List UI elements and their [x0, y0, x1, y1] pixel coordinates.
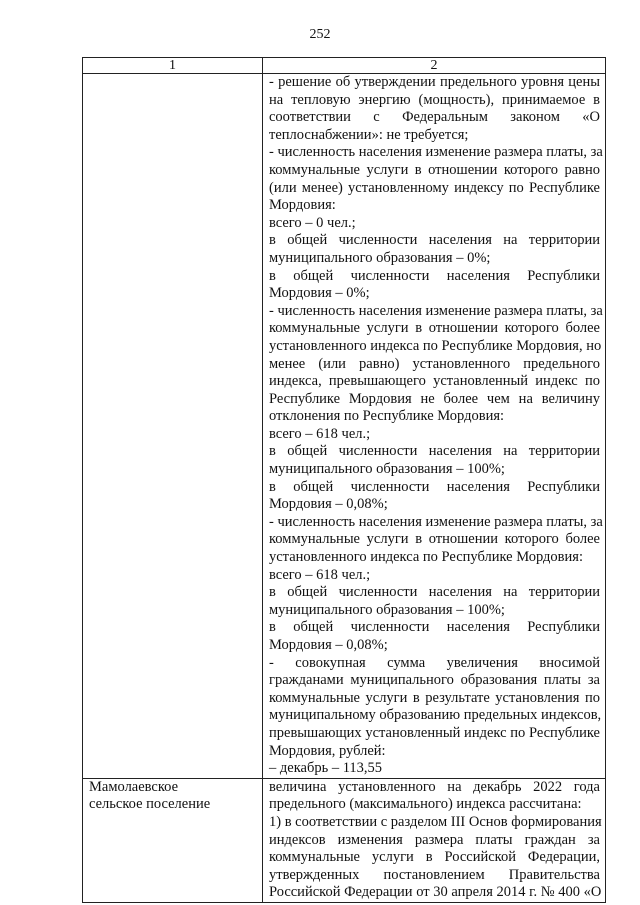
text-line: коммунальные услуги в отношении которого более: [269, 531, 600, 548]
text-line: установленного индекса по Республике Мордовия, но: [269, 337, 602, 354]
text-line: теплоснабжении»: не требуется;: [269, 126, 469, 143]
text-line: предельного (максимального) индекса рассчитана:: [269, 796, 582, 813]
text-line: менее (или равно) установленного предельного: [269, 355, 600, 372]
text-line: Мордовия – 0,08%;: [269, 496, 388, 513]
text-line: в общей численности населения на территории: [269, 584, 600, 601]
table-row: [83, 74, 606, 779]
text-line: в общей численности населения Республики: [269, 478, 600, 495]
text-line: Мордовия:: [269, 197, 336, 214]
text-line: - решение об утверждении предельного уровня цены: [269, 74, 600, 90]
text-line: муниципального образования – 0%;: [269, 249, 491, 266]
text-line: Мордовия – 0%;: [269, 285, 370, 302]
text-line: муниципального образования – 100%;: [269, 461, 505, 478]
text-line: Мордовия, рублей:: [269, 742, 386, 759]
text-line: Республике Мордовия не более чем на величину: [269, 390, 600, 407]
row1-description-cell: [263, 74, 606, 779]
text-line: величина установленного на декабрь 2022 года: [269, 778, 600, 795]
text-line: (или менее) установленному индексу по Республике: [269, 179, 600, 196]
text-line: гражданами муниципального образования платы за: [269, 672, 600, 689]
page-number: 252: [309, 27, 331, 42]
text-line: коммунальные услуги в результате установления по: [269, 689, 600, 706]
municipality-name-line2: сельское поселение: [89, 796, 211, 813]
text-line: превышающих установленный индекс по Республике: [269, 724, 600, 741]
text-line: в общей численности населения Республики: [269, 619, 600, 636]
text-line: на тепловую энергию (мощность), принимаемое в: [269, 91, 600, 108]
text-line: отклонения по Республике Мордовия:: [269, 408, 505, 425]
column-header-1: 1: [83, 58, 263, 74]
text-line: - численность населения изменение размера платы, за: [269, 513, 603, 530]
text-line: соответствии с Федеральным законом «О: [269, 109, 600, 126]
text-line: Мордовия – 0,08%;: [269, 637, 388, 653]
text-line: Российской Федерации от 30 апреля 2014 г. № 400 «О: [269, 884, 602, 901]
table-header-row: [83, 58, 606, 74]
text-line: в общей численности населения Республики: [269, 267, 600, 284]
text-line: 1) в соответствии с разделом III Основ формирования: [269, 813, 602, 830]
text-line: в общей численности населения на территории: [269, 443, 600, 460]
text-line: индекса, превышающего установленный индекс по: [269, 373, 600, 390]
text-line: установленного индекса по Республике Мордовия:: [269, 549, 583, 566]
column-header-2: 2: [263, 58, 606, 74]
text-line: всего – 618 чел.;: [269, 566, 371, 583]
text-line: - совокупная сумма увеличения вносимой: [269, 654, 600, 671]
text-line: всего – 0 чел.;: [269, 214, 356, 231]
table-row: [83, 778, 606, 902]
text-line: – декабрь – 113,55: [269, 760, 383, 777]
row2-description-cell: [263, 778, 606, 902]
text-line: в общей численности населения на территории: [269, 232, 600, 249]
text-line: всего – 618 чел.;: [269, 425, 371, 442]
row2-description-text: [269, 779, 600, 902]
text-line: коммунальные услуги в Российской Федерации,: [269, 849, 600, 866]
document-table: [82, 57, 606, 903]
text-line: коммунальные услуги в отношении которого более: [269, 320, 600, 337]
row2-municipality-cell: [83, 778, 263, 902]
row1-municipality-cell: [83, 74, 263, 779]
municipality-name-line1: Мамолаевское: [89, 778, 179, 795]
text-line: индексов изменения размера платы граждан за: [269, 831, 600, 848]
text-line: - численность населения изменение размера платы, за: [269, 144, 603, 161]
text-line: муниципального образования – 100%;: [269, 601, 505, 618]
text-line: утвержденных постановлением Правительства: [269, 866, 600, 883]
row1-description-text: [269, 74, 603, 778]
text-line: муниципальному образованию предельных индексов,: [269, 707, 602, 724]
text-line: коммунальные услуги в отношении которого равно: [269, 161, 600, 178]
text-line: - численность населения изменение размера платы, за: [269, 302, 603, 319]
